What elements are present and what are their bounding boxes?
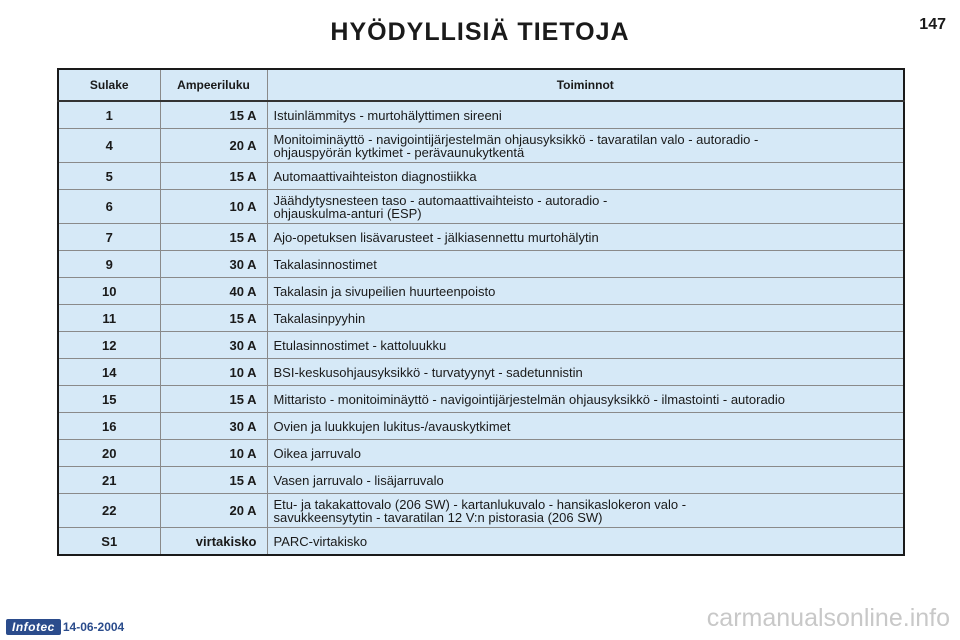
fuse-table (57, 68, 905, 556)
amperage-cell: 15 A (160, 305, 267, 332)
functions-cell: Monitoiminäyttö - navigointijärjestelmän ohjausyksikkö - tavaratilan valo - autoradio - ohjauspyörän kytkimet - perävaunukytkentä (267, 129, 904, 163)
functions-cell: PARC-virtakisko (267, 528, 904, 556)
functions-cell: Etu- ja takakattovalo (206 SW) - kartanlukuvalo - hansikaslokeron valo - savukkeensytytin - tavaratilan 12 V:n pistorasia (206 SW) (267, 494, 904, 528)
amperage-cell: 15 A (160, 224, 267, 251)
column-header-functions: Toiminnot (267, 69, 904, 101)
watermark: carmanualsonline.info (706, 604, 950, 632)
footer (6, 619, 124, 635)
table-row (58, 413, 904, 440)
fuse-number-cell: 5 (58, 163, 160, 190)
amperage-cell: 10 A (160, 440, 267, 467)
fuse-table-body (58, 101, 904, 555)
functions-cell: Takalasin ja sivupeilien huurteenpoisto (267, 278, 904, 305)
table-row (58, 332, 904, 359)
table-row (58, 190, 904, 224)
table-row (58, 359, 904, 386)
fuse-number-cell: 20 (58, 440, 160, 467)
amperage-cell: 20 A (160, 494, 267, 528)
table-row (58, 440, 904, 467)
amperage-cell: 15 A (160, 467, 267, 494)
fuse-number-cell: 15 (58, 386, 160, 413)
page-number: 147 (919, 16, 946, 33)
table-row (58, 251, 904, 278)
table-row (58, 129, 904, 163)
fuse-number-cell: 6 (58, 190, 160, 224)
fuse-number-cell: 12 (58, 332, 160, 359)
functions-cell: Takalasinnostimet (267, 251, 904, 278)
table-row (58, 305, 904, 332)
fuse-number-cell: 4 (58, 129, 160, 163)
infotec-logo: Infotec (6, 619, 61, 635)
table-row (58, 163, 904, 190)
amperage-cell: 20 A (160, 129, 267, 163)
footer-date: 14-06-2004 (62, 620, 125, 634)
column-header-fuse: Sulake (58, 69, 160, 101)
amperage-cell: 10 A (160, 190, 267, 224)
table-row (58, 467, 904, 494)
fuse-number-cell: 21 (58, 467, 160, 494)
functions-cell: BSI-keskusohjausyksikkö - turvatyynyt - sadetunnistin (267, 359, 904, 386)
table-row (58, 386, 904, 413)
amperage-cell: 15 A (160, 101, 267, 129)
fuse-number-cell: 16 (58, 413, 160, 440)
fuse-number-cell: 9 (58, 251, 160, 278)
functions-cell: Automaattivaihteiston diagnostiikka (267, 163, 904, 190)
table-row (58, 101, 904, 129)
fuse-number-cell: 14 (58, 359, 160, 386)
fuse-number-cell: S1 (58, 528, 160, 556)
fuse-number-cell: 10 (58, 278, 160, 305)
table-row (58, 528, 904, 556)
amperage-cell: 15 A (160, 386, 267, 413)
table-row (58, 224, 904, 251)
functions-cell: Etulasinnostimet - kattoluukku (267, 332, 904, 359)
fuse-number-cell: 22 (58, 494, 160, 528)
functions-cell: Jäähdytysnesteen taso - automaattivaihteisto - autoradio - ohjauskulma-anturi (ESP) (267, 190, 904, 224)
functions-cell: Ovien ja luukkujen lukitus-/avauskytkimet (267, 413, 904, 440)
fuse-number-cell: 7 (58, 224, 160, 251)
amperage-cell: 10 A (160, 359, 267, 386)
amperage-cell: 30 A (160, 332, 267, 359)
fuse-number-cell: 11 (58, 305, 160, 332)
amperage-cell: 30 A (160, 251, 267, 278)
amperage-cell: 30 A (160, 413, 267, 440)
fuse-number-cell: 1 (58, 101, 160, 129)
amperage-cell: virtakisko (160, 528, 267, 556)
table-header-row (58, 69, 904, 101)
functions-cell: Oikea jarruvalo (267, 440, 904, 467)
column-header-amperage: Ampeeriluku (160, 69, 267, 101)
table-row (58, 278, 904, 305)
functions-cell: Ajo-opetuksen lisävarusteet - jälkiasennettu murtohälytin (267, 224, 904, 251)
amperage-cell: 15 A (160, 163, 267, 190)
functions-cell: Takalasinpyyhin (267, 305, 904, 332)
functions-cell: Istuinlämmitys - murtohälyttimen sireeni (267, 101, 904, 129)
functions-cell: Mittaristo - monitoiminäyttö - navigointijärjestelmän ohjausyksikkö - ilmastointi - autoradio (267, 386, 904, 413)
amperage-cell: 40 A (160, 278, 267, 305)
page-title: HYÖDYLLISIÄ TIETOJA (330, 18, 630, 46)
functions-cell: Vasen jarruvalo - lisäjarruvalo (267, 467, 904, 494)
table-row (58, 494, 904, 528)
